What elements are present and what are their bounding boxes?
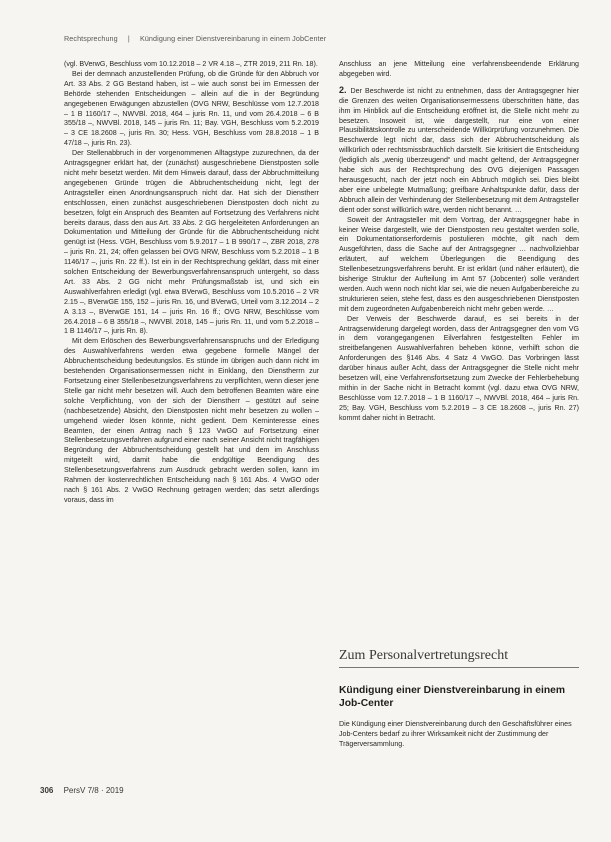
article-heading: Kündigung einer Dienstvereinbarung in einem Job-Center xyxy=(339,685,565,709)
right-paragraph-4: Der Verweis der Beschwerde darauf, es sei bereits in der Antragserwiderung dargelegt worden, dass der Antragsgegner den vom VG in dem vorangegangenen Eilverfahren festgestellten Fehler im streitbefangenen Auswahlverfahren beheben könne, verhilft schon die Anforderungen des §146 Abs. 4 Satz 4 VwGO. Das Vorbringen lässt darüber hinaus außer Acht, dass der Antragsgegner die Stelle nicht mehr besetzen will, eine Verfahrensfortsetzung zum Zwecke der Fehlerbehebung mithin in der Sache nicht in Betracht kommt (vgl. dazu etwa OVG NRW, Beschlüsse vom 12.7.2018 – 1 B 1160/17 –, NWVBl. 2018, 464 – juris Rn. 25; Bay. VGH, Beschluss vom 5.2.2019 – 3 CE 18.2608 –, juris Rn. 27) kommt daher nicht in Betracht. xyxy=(339,314,579,422)
running-header xyxy=(64,34,564,43)
left-paragraph-1: (vgl. BVerwG, Beschluss vom 10.12.2018 – 2 VR 4.18 –, ZTR 2019, 211 Rn. 18). xyxy=(64,60,318,68)
left-paragraph-4: Mit dem Erlöschen des Bewerbungsverfahrensanspruchs und der Erledigung des Auswahlverfahrens werden etwa gegebene formelle Mängel der Abbruchentscheidung bedeutungslos. Es stünde im übrigen auch dann nicht im bestehenden Organisationsermessen nicht in Einklang, den Dienstherrn zur Fortsetzung einer Stellenbesetzungsverfahrens zu verpflichten, wenn dieser jene Stelle gar nicht mehr besetzen will. Auch dem betroffenen Beamten wäre eine solche Verpflichtung, von der sich der Dienstherr – gestützt auf seine (nachbesetzende) Absicht, den Dienstposten nicht mehr besetzen zu wollen – umgehend wieder lösen könnte, nicht gedient. Dem Kerninteresse eines Beamten, der einen Antrag nach § 123 VwGO auf Fortsetzung einer Stellenbesetzungsverfahren aufgrund einer nach seiner Ansicht nicht tragfähigen Begründung der Abbruchentscheidung gestellt hat und dem im Anschluss mitgeteilt wird, damit habe die endgültige Beendigung des Stellenbesetzungsverfahrens zum Ausdruck gebracht werden sollen, kann im Rahmen der kostenrechtlichen Entscheidung nach § 161 Abs. 4 VwGO oder nach § 161 Abs. 2 VwGO Rechnung getragen werden; das setzt allerdings voraus, dass im xyxy=(64,337,319,504)
section-title: Zum Personalvertretungsrecht xyxy=(339,648,579,668)
header-separator: | xyxy=(127,34,130,43)
right-paragraph-1: Anschluss an jene Mitteilung eine verfahrensbeendende Erklärung abgegeben wird. xyxy=(339,60,579,78)
left-paragraph-3: Der Stellenabbruch in der vorgenommenen Alltagstype zuzurechnen, da der Antragsgegner erklärt hat, der (zunächst) ausgeschriebene Dienstposten solle nicht mehr besetzt werden. Mit dem Hinweis darauf, dass der Abbruchmitteilung angegebenen Gründe trügen die Abbruchentscheidung nicht, legt der Antragsteller einen Anordnungsanspruch nicht dar. Hat sich der Dienstherr entschlossen, einen zunächst ausgeschriebenen Dienstposten doch nicht zu besetzen, folgt ein Anspruch des Beamten auf Fortsetzung des Verfahrens nicht bereits daraus, dass den aus Art. 33 Abs. 2 GG hergeleiteten Anforderungen an Dokumentation und Mitteilung der Gründe für die Abbruchentscheidung nicht genügt ist (Hess. VGH, Beschluss vom 5.9.2017 – 1 B 990/17 –, ZBR 2018, 278 – juris Rn. 21, 24; offen gelassen bei OVG NRW, Beschluss vom 5.2.2018 – 1 B 1146/17 –, juris Rn. 22 ff.). Ist ein in der Rechtsprechung geklärt, dass mit einer solchen Entscheidung der Bewerbungsverfahrensanspruch untergeht, so dass Art. 33 Abs. 2 GG nicht mehr Prüfungsmaßstab ist, und sich ein Auswahlverfahren erledigt (vgl. etwa BVerwG, Beschluss vom 10.5.2016 – 2 VR 2.15 –, BVerwGE 155, 152 – juris Rn. 16, und BVerwG, Urteil vom 3.12.2014 – 2 A 3.13 –, BVerwGE 151, 14 – juris Rn. 16 ff.; OVG NRW, Beschlüsse vom 26.4.2018 – 6 B 355/18 –, NWVBl. 2018, 145 – juris Rn. 11, und vom 5.2.2018 – 1 B 1146/17 –, juris Rn. 8). xyxy=(64,149,319,336)
left-column xyxy=(64,60,319,765)
header-section: Rechtsprechung xyxy=(64,34,118,43)
page-footer xyxy=(40,786,124,795)
right-paragraph-2 xyxy=(339,86,579,216)
paragraph-number: 2. xyxy=(339,84,347,95)
header-topic: Kündigung einer Dienstvereinbarung in einem JobCenter xyxy=(139,34,327,43)
right-paragraph-3: Soweit der Antragsteller mit dem Vortrag, der Antragsgegner habe in keiner Weise dargestellt, wie der Dienstposten neu gestaltet werden solle, ein Dokumentationserfordernis postulieren möchte, gilt nach dem Ausgeführten, dass die Sache auf der Antragsgegner … nachvollziehbar erläutert, auf welchem Überlegungen die Beendigung des Stellenbesetzungsverfahrens beruht. Er ist erklärt (und näher erläutert), die bisherige Struktur der Aufteilung im Amt 57 (Jobcenter) solle verändert werden. Auch wenn noch nicht klar sei, wie die neuen Aufgabenbereiche zu strukturieren seien, stehe fest, dass es den ausgeschriebenen Dienstposten mit dem zugeordneten Aufgabenbereich nicht mehr geben werde. … xyxy=(339,215,579,313)
right-column xyxy=(339,60,579,640)
right-paragraph-2-text: Der Beschwerde ist nicht zu entnehmen, dass der Antragsgegner hier die Grenzen des weiten Organisationsermessens überschritten hätte, das ihm im Hinblick auf die Entscheidung eröffnet ist, die Stelle nicht mehr zu besetzen. Insoweit ist, wie dargestellt, nur eine von einer Plausibilitätskontrolle zu unterscheidende Willkürprüfung vorzunehmen. Die Beschwerde legt nicht dar, dass sich der Abbruchentscheidung als willkürlich oder rechtsmissbräuchlich darstellt. Sie kritisiert die Entscheidung (lediglich als „wenig überzeugend“ und macht geltend, der Antragsgegner habe sich aus der Rechtsprechung des OVG diejenigen Passagen herausgesucht, nach der jetzt noch ein Abbruch möglich sei. Dies bleibt aber eine unbelegte Mutmaßung; greifbare Anhaltspunkte dafür, dass der Abbruch allein der Verhinderung der Stellenbesetzung mit dem Antragsteller dient oder sonst willkürlich wäre, werden nicht benannt. … xyxy=(339,86,579,214)
page-number: 306 xyxy=(40,786,54,795)
article-lead: Die Kündigung einer Dienstvereinbarung durch den Geschäftsführer eines Job-Centers bedarf zu ihrer Wirksamkeit nicht der Zustimmung der Trägerversammlung. xyxy=(339,720,572,748)
left-paragraph-2: Bei der demnach anzustellenden Prüfung, ob die Gründe für den Abbruch vor Art. 33 Abs. 2 GG Bestand haben, ist – wie auch sonst bei im Ermessen der Behörde stehenden Entscheidungen – allein auf die in der Begründung angegebenen Erwägungen abzustellen (OVG NRW, Beschlüsse vom 12.7.2018 – 1 B 1160/17 –, NWVBl. 2018, 464 – juris Rn. 11, und vom 26.4.2018 – 6 B 355/18 –, NWVBl. 2018, 145 – juris Rn. 11; Bay. VGH, Beschluss vom 5.2.2019 – 3 CE 18.2608 –, juris Rn. 30; Hess. VGH, Beschluss vom 28.8.2018 – 1 B 47/18 –, juris Rn. 23). xyxy=(64,69,319,148)
journal-issue: PersV 7/8 · 2019 xyxy=(63,786,124,795)
